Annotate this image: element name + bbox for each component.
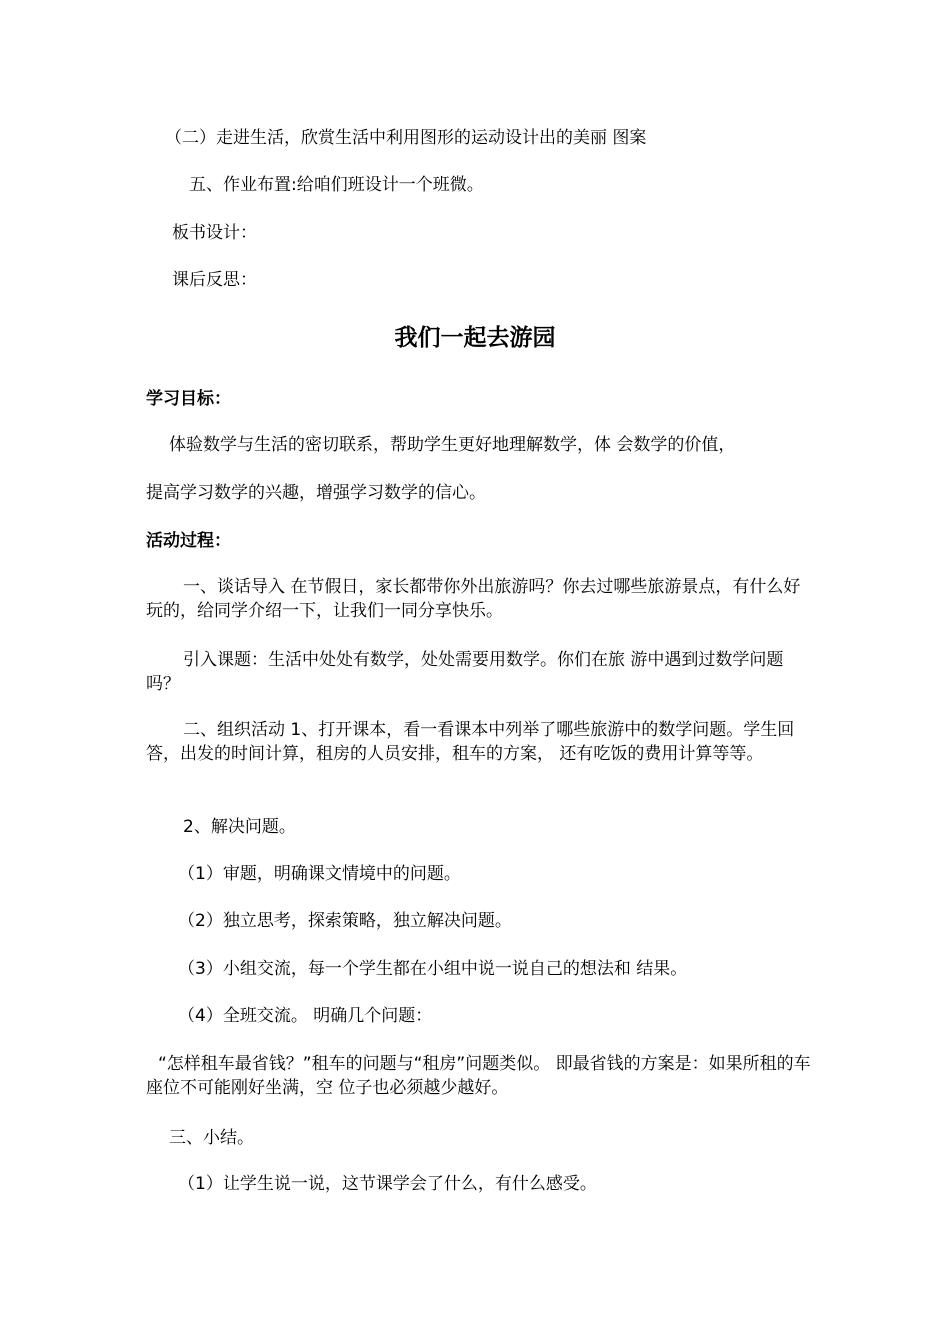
section-heading-appreciate: （二）走进生活，欣赏生活中利用图形的运动设计出的美丽 图案: [165, 128, 647, 148]
goals-text-line-1: 体验数学与生活的密切联系，帮助学生更好地理解数学，体 会数学的价值，: [169, 435, 736, 455]
solve-problem-line: 2、解决问题。: [183, 817, 296, 837]
step-1-line: （1）审题，明确课文情境中的问题。: [178, 864, 461, 884]
step-3-line: （3）小组交流，每一个学生都在小组中说一说自己的想法和 结果。: [178, 959, 688, 979]
organize-activity-paragraph: 二、组织活动 1、打开课本，看一看课本中列举了哪些旅游中的数学问题。学生回答，出发的时间计算，租房的人员安排，租车的方案， 还有吃饭的费用计算等等。: [146, 720, 795, 764]
car-rental-paragraph: “怎样租车最省钱？”租车的问题与“租房”问题类似。 即最省钱的方案是：如果所租的车座位不可能刚好坐满，空 位子也必须越少越好。: [146, 1054, 811, 1098]
learning-goals-heading: 学习目标：: [146, 389, 231, 409]
step-2-line: （2）独立思考，探索策略，独立解决问题。: [178, 911, 512, 931]
lesson-title: 我们一起去游园: [394, 325, 556, 351]
board-design-label: 板书设计：: [172, 223, 257, 243]
reflection-label: 课后反思：: [172, 270, 257, 290]
summary-step-1-line: （1）让学生说一说，这节课学会了什么，有什么感受。: [178, 1174, 597, 1194]
goals-text-line-2: 提高学习数学的兴趣，增强学习数学的信心。: [146, 483, 486, 503]
activity-process-heading: 活动过程：: [146, 531, 231, 551]
intro-talk-paragraph: 一、谈话导入 在节假日，家长都带你外出旅游吗？你去过哪些旅游景点，有什么好玩的，给同学介绍一下，让我们一同分享快乐。: [146, 577, 801, 621]
homework-line: 五、作业布置:给咱们班设计一个班微。: [189, 175, 484, 195]
step-4-line: （4）全班交流。 明确几个问题：: [178, 1006, 433, 1026]
summary-heading: 三、小结。: [169, 1128, 254, 1148]
topic-intro-paragraph: 引入课题：生活中处处有数学，处处需要用数学。你们在旅 游中遇到过数学问题吗？: [146, 650, 784, 694]
